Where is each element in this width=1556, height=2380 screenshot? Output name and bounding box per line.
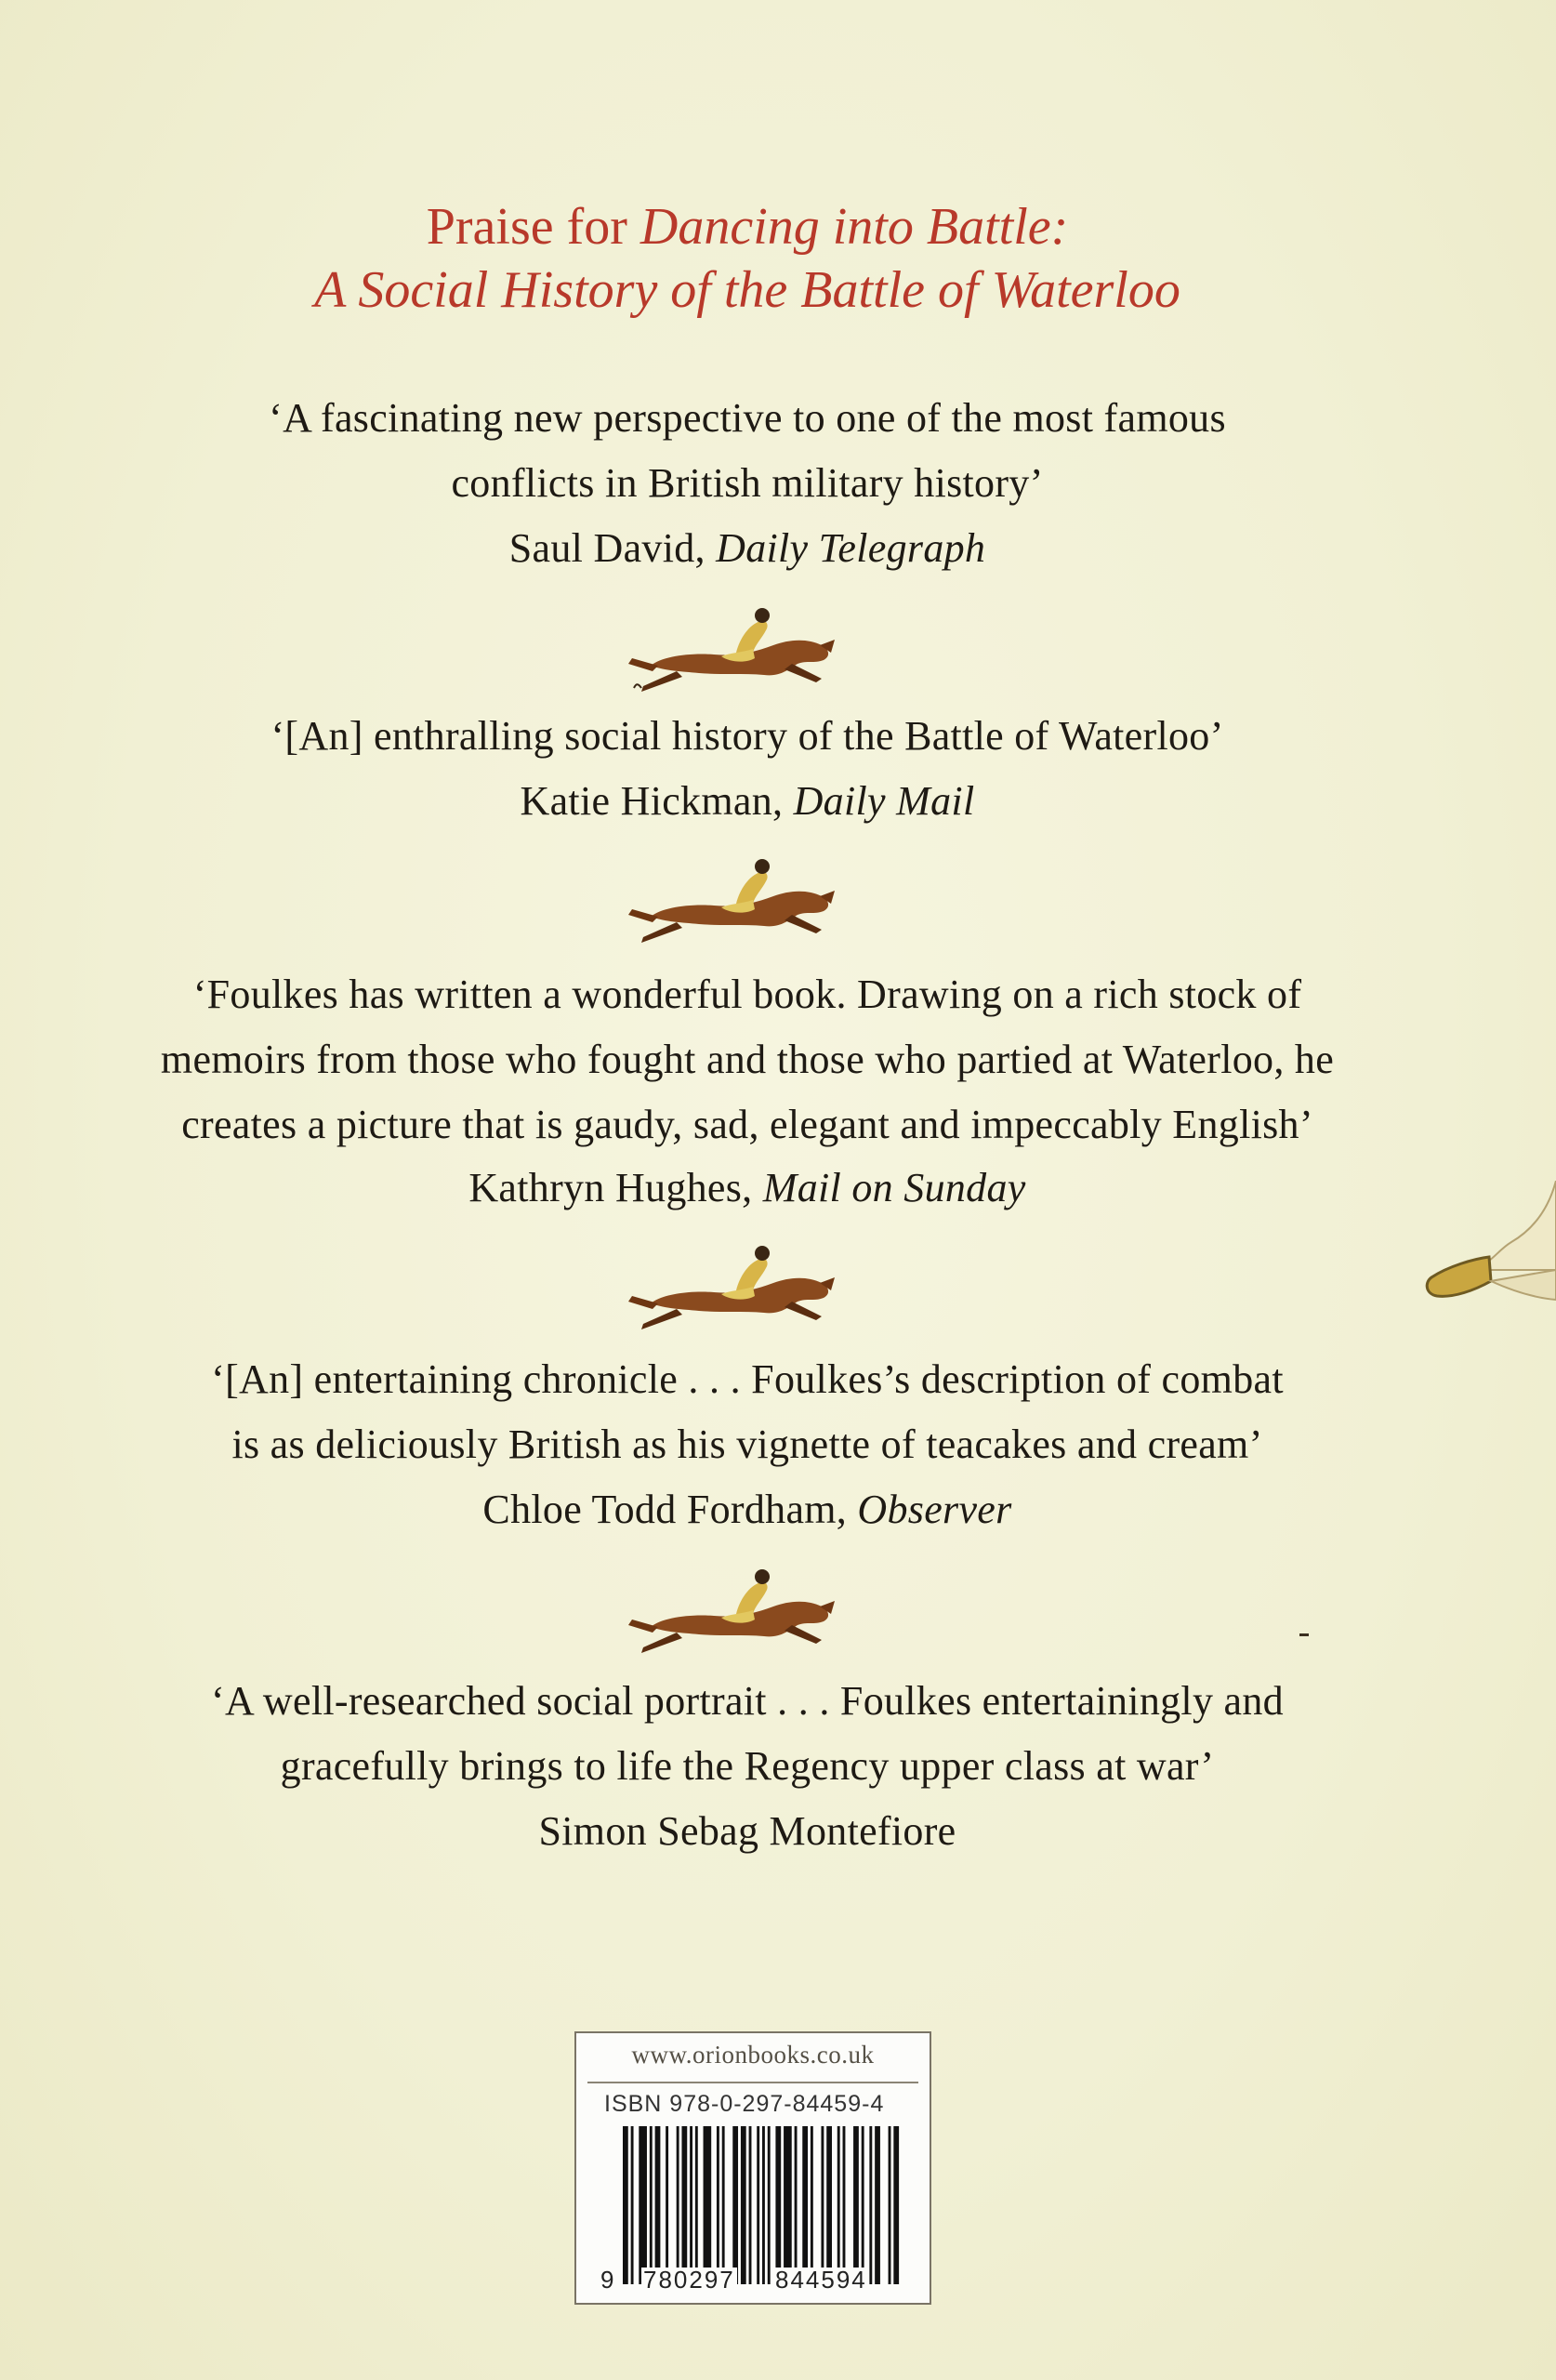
barcode-bar <box>862 2126 864 2284</box>
barcode-bar <box>722 2126 725 2284</box>
barcode-digit-first: 9 <box>600 2266 614 2294</box>
barcode-bar <box>695 2126 698 2284</box>
barcode-bar <box>826 2126 832 2284</box>
quote-5-line-1: ‘A well-researched social portrait . . . Foulkes entertainingly and <box>211 1678 1284 1724</box>
barcode-bar <box>762 2126 765 2284</box>
barcode-bar <box>757 2126 759 2284</box>
barcode-bar <box>666 2126 668 2284</box>
quote-4-attribution <box>0 1486 1495 1534</box>
quote-1-attribution <box>0 524 1495 573</box>
barcode-digits-right: 844594 <box>775 2266 867 2294</box>
barcode-bar <box>843 2126 846 2284</box>
galloping-horse-and-rider-icon <box>625 855 838 948</box>
book-title: Dancing into Battle: <box>640 198 1069 256</box>
quote-5-attribution: Simon Sebag Montefiore <box>538 1808 956 1854</box>
barcode-bar <box>775 2126 781 2284</box>
barcode-bar <box>741 2126 746 2284</box>
barcode-bar <box>837 2126 840 2284</box>
barcode-bar <box>690 2126 692 2284</box>
quote-3-line-3: creates a picture that is gaudy, sad, elegant and impeccably English’ <box>181 1102 1313 1147</box>
barcode-bar <box>893 2126 899 2284</box>
barcode-bars <box>623 2126 902 2284</box>
quote-4-source: Observer <box>857 1487 1012 1532</box>
barcode-bar <box>631 2126 634 2284</box>
barcode-bar <box>717 2126 719 2284</box>
barcode-bar <box>802 2126 808 2284</box>
quote-3-line-1: ‘Foulkes has written a wonderful book. Drawing on a rich stock of <box>192 972 1302 1017</box>
quote-1-line-1: ‘A fascinating new perspective to one of the most famous <box>269 395 1226 441</box>
isbn-barcode-box <box>574 2031 931 2305</box>
barcode-bar <box>655 2126 661 2284</box>
barcode-bar <box>821 2126 824 2284</box>
galloping-horse-and-rider-icon <box>625 1566 838 1659</box>
barcode-bar <box>681 2126 687 2284</box>
galloping-horse-and-rider-icon <box>625 1242 838 1335</box>
barcode-bar <box>677 2126 679 2284</box>
barcode-bar <box>704 2126 712 2284</box>
publisher-url: www.orionbooks.co.uk <box>631 2041 875 2069</box>
book-subtitle: A Social History of the Battle of Waterloo <box>314 261 1180 319</box>
quote-2-source: Daily Mail <box>793 778 975 824</box>
quote-1-source: Daily Telegraph <box>716 525 986 571</box>
praise-heading-line-2 <box>0 258 1495 322</box>
quote-2-author: Katie Hickman, <box>520 778 794 824</box>
quote-5-line-2: gracefully brings to life the Regency upper class at war’ <box>280 1743 1215 1789</box>
barcode-bar <box>875 2126 880 2284</box>
quote-3-attribution <box>0 1164 1495 1212</box>
quote-3-line-2: memoirs from those who fought and those who partied at Waterloo, he <box>160 1037 1335 1082</box>
barcode-divider <box>587 2082 918 2083</box>
barcode-bar <box>732 2126 738 2284</box>
barcode-bar <box>639 2126 647 2284</box>
quote-2-attribution <box>0 777 1495 826</box>
quote-1-line-2: conflicts in British military history’ <box>451 460 1044 506</box>
barcode-bar <box>623 2126 628 2284</box>
barcode-bar <box>784 2126 792 2284</box>
heading-prefix: Praise for <box>426 198 640 256</box>
barcode-bar <box>811 2126 813 2284</box>
quote-3-source: Mail on Sunday <box>762 1165 1026 1210</box>
quote-4-line-1: ‘[An] entertaining chronicle . . . Foulkes’s description of combat <box>211 1356 1284 1402</box>
barcode-bar <box>749 2126 752 2284</box>
barcode-bar <box>853 2126 859 2284</box>
barcode-bar <box>889 2126 891 2284</box>
quote-3-author: Kathryn Hughes, <box>468 1165 763 1210</box>
praise-heading-line-1 <box>0 195 1495 258</box>
quote-4-line-2: is as deliciously British as his vignette of teacakes and cream’ <box>231 1421 1263 1467</box>
barcode-bar <box>768 2126 771 2284</box>
barcode-bar <box>795 2126 798 2284</box>
barcode-bar <box>869 2126 872 2284</box>
galloping-horse-and-rider-icon <box>625 604 838 697</box>
quote-1-author: Saul David, <box>508 525 717 571</box>
horse-hoof-icon <box>1422 1181 1556 1320</box>
speck-mark <box>1299 1633 1309 1636</box>
quote-4-author: Chloe Todd Fordham, <box>482 1487 858 1532</box>
isbn-number: ISBN 978-0-297-84459-4 <box>604 2091 885 2117</box>
barcode-bar <box>650 2126 653 2284</box>
quote-2-line-1: ‘[An] enthralling social history of the Battle of Waterloo’ <box>270 713 1224 759</box>
barcode-digits-left: 780297 <box>643 2266 735 2294</box>
